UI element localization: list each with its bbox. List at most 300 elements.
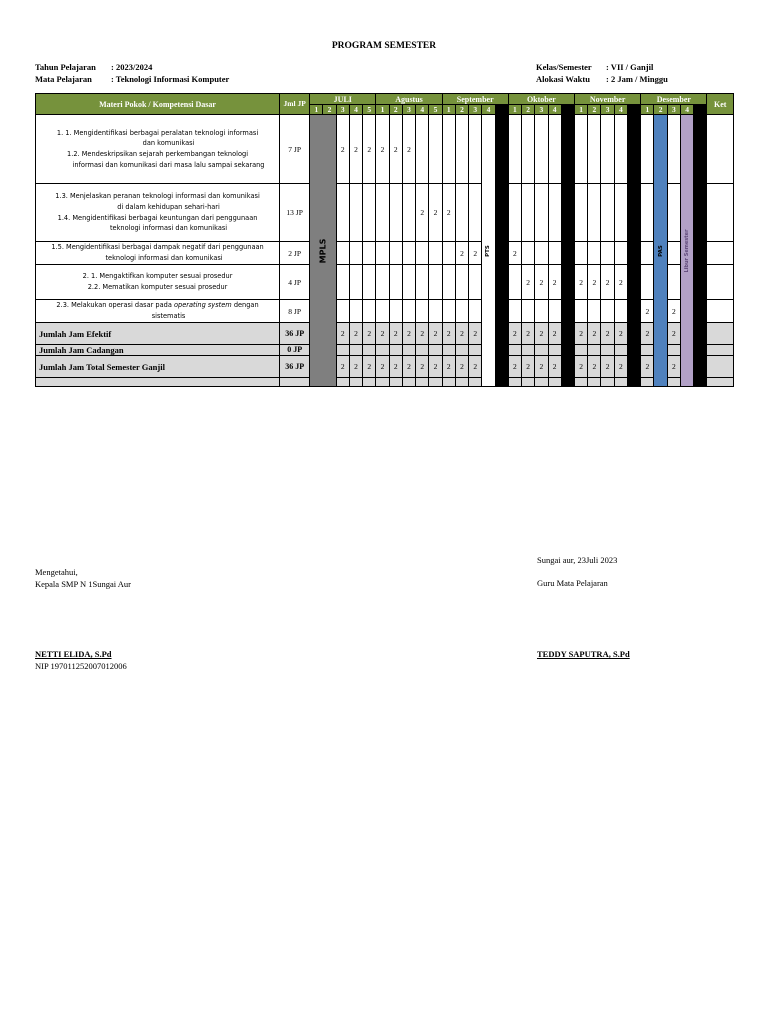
week-cell-j5 (363, 300, 376, 323)
header-week-s2: 2 (455, 105, 468, 115)
materi-cell (36, 184, 280, 242)
summary-week-cell-s3: 2 (469, 356, 482, 378)
week-cell-a3: 2 (402, 115, 415, 184)
summary-week-cell-a4: 2 (416, 356, 429, 378)
week-cell-o2 (522, 115, 535, 184)
week-cell-a1: 2 (376, 115, 389, 184)
week-cell-a4 (416, 265, 429, 300)
week-cell-d1: 2 (641, 300, 654, 323)
summary-week-cell-a2: 2 (389, 356, 402, 378)
week-cell-a1 (376, 265, 389, 300)
week-cell-o2 (522, 184, 535, 242)
week-cell-n3 (601, 300, 614, 323)
summary-week-cell-d3: 2 (667, 323, 680, 345)
week-cell-n4: 2 (614, 265, 627, 300)
week-cell-n3: 2 (601, 265, 614, 300)
week-cell-n3 (601, 242, 614, 265)
summary-week-cell-s3 (469, 345, 482, 356)
summary-week-cell-s1: 2 (442, 323, 455, 345)
page-title: PROGRAM SEMESTER (331, 41, 437, 51)
header-month-juli: JULI (310, 94, 376, 105)
summary-week-cell-d3 (667, 345, 680, 356)
header-week-a5: 5 (429, 105, 442, 115)
week-cell-n1 (575, 300, 588, 323)
empty-cell (349, 378, 362, 387)
week-cell-o1 (508, 184, 521, 242)
week-cell-s2 (455, 184, 468, 242)
week-cell-o4: 2 (548, 265, 561, 300)
week-cell-j5 (363, 184, 376, 242)
header-week-j4: 4 (349, 105, 362, 115)
jp-cell: 8 JP (280, 300, 310, 323)
empty-cell (429, 378, 442, 387)
mpls-label: MPLS (318, 238, 328, 263)
week-cell-a2: 2 (389, 115, 402, 184)
empty-cell (389, 378, 402, 387)
week-cell-n1: 2 (575, 265, 588, 300)
week-cell-o2 (522, 300, 535, 323)
meta-right (536, 61, 668, 85)
materi-line (36, 300, 279, 311)
week-cell-n2 (588, 184, 601, 242)
summary-week-cell-a3: 2 (402, 356, 415, 378)
header-week-s1: 1 (442, 105, 455, 115)
right-signatory-title: Guru Mata Pelajaran (537, 578, 608, 588)
week-cell-j4 (349, 300, 362, 323)
header-month-oktober: Oktober (508, 94, 574, 105)
summary-week-cell-n2: 2 (588, 323, 601, 345)
kepala-sekolah-text: Kepala SMP N 1Sungai Aur (35, 579, 132, 589)
week-cell-a2 (389, 184, 402, 242)
summary-week-cell-a1: 2 (376, 356, 389, 378)
header-week-o1: 1 (508, 105, 521, 115)
header-week-n1: 1 (575, 105, 588, 115)
week-cell-a4 (416, 115, 429, 184)
summary-week-cell-o1: 2 (508, 356, 521, 378)
break-column (627, 115, 640, 387)
empty-cell (522, 378, 535, 387)
week-cell-o4 (548, 300, 561, 323)
week-cell-n4 (614, 115, 627, 184)
header-week-j1: 1 (310, 105, 323, 115)
summary-week-cell-o1: 2 (508, 323, 521, 345)
materi-text-italic: operating system (173, 301, 232, 310)
week-cell-o3 (535, 242, 548, 265)
summary-week-cell-o2 (522, 345, 535, 356)
alokasi-label: Alokasi Waktu (536, 74, 590, 84)
summary-week-cell-o3: 2 (535, 323, 548, 345)
materi-line: 1.5. Mengidentifikasi berbagai dampak negatif dari penggunaan (51, 243, 264, 252)
summary-jp: 0 JP (280, 345, 310, 356)
empty-cell (508, 378, 521, 387)
summary-week-cell-j4: 2 (349, 356, 362, 378)
week-cell-o2: 2 (522, 265, 535, 300)
week-cell-o1: 2 (508, 242, 521, 265)
week-cell-s1 (442, 300, 455, 323)
week-cell-n2 (588, 300, 601, 323)
summary-week-cell-j5: 2 (363, 323, 376, 345)
ket-cell (707, 323, 734, 345)
week-cell-s2 (455, 300, 468, 323)
week-cell-n4 (614, 242, 627, 265)
week-cell-d3: 2 (667, 300, 680, 323)
materi-line: 2.2. Mematikan komputer sesuai prosedur (87, 283, 228, 291)
header-week-j5: 5 (363, 105, 376, 115)
week-cell-s2: 2 (455, 242, 468, 265)
week-cell-j3 (336, 242, 349, 265)
materi-line: sistematis (151, 312, 186, 320)
materi-cell (36, 300, 280, 323)
summary-week-cell-n4 (614, 345, 627, 356)
header-week-d4: 4 (680, 105, 693, 115)
summary-jp: 36 JP (280, 356, 310, 378)
header-week-o3: 3 (535, 105, 548, 115)
week-cell-n2 (588, 115, 601, 184)
empty-cell (36, 378, 280, 387)
header-week-a4: 4 (416, 105, 429, 115)
week-cell-d1 (641, 184, 654, 242)
week-cell-o1 (508, 300, 521, 323)
week-cell-a5 (429, 115, 442, 184)
kelas-value: : VII / Ganjil (606, 62, 654, 72)
week-cell-a4 (416, 300, 429, 323)
week-cell-s2 (455, 265, 468, 300)
header-week-s3: 3 (469, 105, 482, 115)
summary-week-cell-o3 (535, 345, 548, 356)
materi-line: 1.3. Menjelaskan peranan teknologi informasi dan komunikasi (55, 192, 260, 201)
right-signatory (537, 648, 630, 660)
header-week-n5 (627, 105, 640, 115)
summary-week-cell-j3: 2 (336, 323, 349, 345)
week-cell-j4 (349, 265, 362, 300)
empty-cell (363, 378, 376, 387)
summary-week-cell-d1: 2 (641, 323, 654, 345)
alokasi-value: : 2 Jam / Minggu (606, 74, 668, 84)
materi-line: 1.4. Mengidentifikasi berbagai keuntungan dari penggunaan (57, 213, 258, 222)
summary-week-cell-n1: 2 (575, 323, 588, 345)
jp-cell: 7 JP (280, 115, 310, 184)
pas-column (654, 115, 667, 387)
summary-label: Jumlah Jam Cadangan (36, 345, 280, 356)
header-week-d1: 1 (641, 105, 654, 115)
materi-line: 1.2. Mendeskripsikan sejarah perkembangan teknologi (67, 150, 249, 158)
empty-cell (469, 378, 482, 387)
empty-cell (535, 378, 548, 387)
tahun-label: Tahun Pelajaran (35, 62, 96, 72)
jp-cell: 4 JP (280, 265, 310, 300)
summary-week-cell-a5 (429, 345, 442, 356)
summary-week-cell-s1: 2 (442, 356, 455, 378)
mapel-label: Mata Pelajaran (35, 74, 92, 84)
summary-week-cell-d1 (641, 345, 654, 356)
summary-week-cell-s2 (455, 345, 468, 356)
header-week-a2: 2 (389, 105, 402, 115)
header-jml-text: Jml JP (283, 99, 306, 108)
header-month-november: November (575, 94, 641, 105)
header-week-o2: 2 (522, 105, 535, 115)
week-cell-n3 (601, 115, 614, 184)
pts-column (482, 115, 495, 387)
empty-cell (442, 378, 455, 387)
week-cell-o4 (548, 184, 561, 242)
empty-cell (641, 378, 654, 387)
materi-line: informasi dan komunikasi dari masa lalu sampai sekarang (72, 160, 265, 169)
left-signatory-title (35, 566, 131, 590)
week-cell-j5 (363, 242, 376, 265)
header-week-n2: 2 (588, 105, 601, 115)
week-cell-d3 (667, 184, 680, 242)
week-cell-n4 (614, 184, 627, 242)
empty-cell (548, 378, 561, 387)
materi-line: teknologi informasi dan komunikasi (109, 224, 228, 233)
week-cell-d1 (641, 265, 654, 300)
meta-left (35, 61, 229, 85)
summary-week-cell-j5 (363, 345, 376, 356)
week-cell-s3: 2 (469, 242, 482, 265)
ket-cell (707, 115, 734, 184)
header-ket: Ket (707, 94, 734, 115)
summary-week-cell-o4: 2 (548, 356, 561, 378)
summary-week-cell-n2 (588, 345, 601, 356)
week-cell-j3 (336, 184, 349, 242)
empty-cell (614, 378, 627, 387)
week-cell-d3 (667, 242, 680, 265)
summary-week-cell-a2: 2 (389, 323, 402, 345)
week-cell-d1 (641, 242, 654, 265)
week-cell-o2 (522, 242, 535, 265)
summary-label: Jumlah Jam Total Semester Ganjil (36, 356, 280, 378)
summary-week-cell-n1 (575, 345, 588, 356)
week-cell-j5: 2 (363, 115, 376, 184)
summary-week-cell-j4 (349, 345, 362, 356)
header-week-n3: 3 (601, 105, 614, 115)
week-cell-a5 (429, 265, 442, 300)
week-cell-a2 (389, 265, 402, 300)
libur-semester-column (680, 115, 693, 387)
week-cell-n1 (575, 242, 588, 265)
materi-line: dan komunikasi (142, 139, 195, 148)
materi-cell (36, 115, 280, 184)
week-cell-o4 (548, 115, 561, 184)
empty-cell (707, 378, 734, 387)
week-cell-a5 (429, 300, 442, 323)
week-cell-a4: 2 (416, 184, 429, 242)
summary-week-cell-a1: 2 (376, 323, 389, 345)
week-cell-o3: 2 (535, 265, 548, 300)
summary-week-cell-a3 (402, 345, 415, 356)
summary-week-cell-n4: 2 (614, 356, 627, 378)
table-row (36, 115, 734, 184)
empty-cell (280, 378, 310, 387)
header-month-agustus: Agustus (376, 94, 442, 105)
header-materi: Materi Pokok / Kompetensi Dasar (36, 94, 280, 115)
ket-cell (707, 184, 734, 242)
materi-line: di dalam kehidupan sehari-hari (117, 202, 220, 211)
summary-week-cell-j3 (336, 345, 349, 356)
place-date: Sungai aur, 23Juli 2023 (537, 555, 618, 565)
right-signatory-name: TEDDY SAPUTRA, S.Pd (537, 649, 630, 659)
week-cell-j5 (363, 265, 376, 300)
summary-week-cell-a5: 2 (429, 356, 442, 378)
summary-week-cell-o2: 2 (522, 356, 535, 378)
header-week-s4: 4 (482, 105, 495, 115)
break-column (561, 115, 574, 387)
summary-week-cell-j5: 2 (363, 356, 376, 378)
week-cell-s3 (469, 184, 482, 242)
summary-week-cell-a4 (416, 345, 429, 356)
summary-week-cell-n2: 2 (588, 356, 601, 378)
left-signatory-nip: NIP 197011252007012006 (35, 661, 127, 671)
summary-week-cell-a5: 2 (429, 323, 442, 345)
week-cell-o3 (535, 184, 548, 242)
week-cell-j4 (349, 184, 362, 242)
break-column (495, 115, 508, 387)
summary-week-cell-o2: 2 (522, 323, 535, 345)
week-cell-a2 (389, 242, 402, 265)
week-cell-n2 (588, 242, 601, 265)
header-week-d3: 3 (667, 105, 680, 115)
header-month-september: September (442, 94, 508, 105)
week-cell-d1 (641, 115, 654, 184)
week-cell-d3 (667, 265, 680, 300)
pas-label: PAS (657, 244, 664, 257)
header-week-o5 (561, 105, 574, 115)
header-week-n4: 4 (614, 105, 627, 115)
materi-line: teknologi informasi dan komunikasi (105, 254, 223, 262)
week-cell-s3 (469, 265, 482, 300)
header-week-d2: 2 (654, 105, 667, 115)
week-cell-s3 (469, 300, 482, 323)
week-cell-n2: 2 (588, 265, 601, 300)
header-jml (280, 94, 310, 115)
summary-week-cell-j4: 2 (349, 323, 362, 345)
summary-week-cell-s1 (442, 345, 455, 356)
mengetahui-text: Mengetahui, (35, 567, 78, 577)
empty-cell (376, 378, 389, 387)
week-cell-j3: 2 (336, 115, 349, 184)
week-cell-a5: 2 (429, 184, 442, 242)
libur-semester-label: Libur Semester (684, 228, 691, 273)
week-cell-a3 (402, 184, 415, 242)
summary-week-cell-n4: 2 (614, 323, 627, 345)
week-cell-j4 (349, 242, 362, 265)
left-signatory (35, 648, 127, 672)
materi-text: dengan (231, 301, 259, 310)
week-cell-s1: 2 (442, 184, 455, 242)
summary-week-cell-a1 (376, 345, 389, 356)
week-cell-s1 (442, 265, 455, 300)
summary-week-cell-n3: 2 (601, 323, 614, 345)
week-cell-a1 (376, 242, 389, 265)
summary-week-cell-j3: 2 (336, 356, 349, 378)
summary-week-cell-d1: 2 (641, 356, 654, 378)
empty-cell (336, 378, 349, 387)
week-cell-a3 (402, 300, 415, 323)
header-week-d5 (694, 105, 707, 115)
summary-week-cell-n3: 2 (601, 356, 614, 378)
week-cell-a5 (429, 242, 442, 265)
empty-cell (575, 378, 588, 387)
week-cell-a1 (376, 300, 389, 323)
summary-week-cell-o4 (548, 345, 561, 356)
header-week-j2: 2 (323, 105, 336, 115)
week-cell-o4 (548, 242, 561, 265)
jp-cell: 2 JP (280, 242, 310, 265)
summary-week-cell-a2 (389, 345, 402, 356)
week-cell-a4 (416, 242, 429, 265)
week-cell-o1 (508, 265, 521, 300)
summary-jp: 36 JP (280, 323, 310, 345)
week-cell-o3 (535, 300, 548, 323)
ket-cell (707, 242, 734, 265)
empty-cell (416, 378, 429, 387)
summary-week-cell-o4: 2 (548, 323, 561, 345)
ket-cell (707, 345, 734, 356)
week-cell-j4: 2 (349, 115, 362, 184)
week-cell-s1 (442, 242, 455, 265)
header-week-j3: 3 (336, 105, 349, 115)
materi-cell (36, 242, 280, 265)
empty-cell (601, 378, 614, 387)
week-cell-n4 (614, 300, 627, 323)
materi-line: 2. 1. Mengaktifkan komputer sesuai prosedur (82, 272, 233, 281)
summary-week-cell-a4: 2 (416, 323, 429, 345)
week-cell-s2 (455, 115, 468, 184)
week-cell-o1 (508, 115, 521, 184)
week-cell-d3 (667, 115, 680, 184)
empty-cell (402, 378, 415, 387)
summary-week-cell-n3 (601, 345, 614, 356)
week-cell-n1 (575, 115, 588, 184)
week-cell-a3 (402, 265, 415, 300)
summary-week-cell-o1 (508, 345, 521, 356)
left-signatory-name: NETTI ELIDA, S.Pd (35, 649, 112, 659)
header-week-o4: 4 (548, 105, 561, 115)
ket-cell (707, 265, 734, 300)
header-week-a1: 1 (376, 105, 389, 115)
summary-week-cell-d3: 2 (667, 356, 680, 378)
ket-cell (707, 300, 734, 323)
summary-week-cell-s2: 2 (455, 356, 468, 378)
summary-week-cell-s3: 2 (469, 323, 482, 345)
header-week-s5 (495, 105, 508, 115)
week-cell-a3 (402, 242, 415, 265)
materi-cell (36, 265, 280, 300)
program-semester-table (35, 93, 734, 387)
week-cell-j3 (336, 265, 349, 300)
week-cell-o3 (535, 115, 548, 184)
week-cell-n1 (575, 184, 588, 242)
header-month-desember: Desember (641, 94, 707, 105)
week-cell-s3 (469, 115, 482, 184)
summary-week-cell-s2: 2 (455, 323, 468, 345)
summary-week-cell-o3: 2 (535, 356, 548, 378)
materi-text: 2.3. Melakukan operasi dasar pada (56, 301, 174, 310)
break-column (694, 115, 707, 387)
tahun-value: : 2023/2024 (111, 62, 153, 72)
summary-label: Jumlah Jam Efektif (36, 323, 280, 345)
kelas-label: Kelas/Semester (536, 62, 592, 72)
pts-label: PTS (485, 244, 492, 257)
week-cell-n3 (601, 184, 614, 242)
jp-cell: 13 JP (280, 184, 310, 242)
week-cell-s1 (442, 115, 455, 184)
ket-cell (707, 356, 734, 378)
empty-cell (588, 378, 601, 387)
week-cell-a1 (376, 184, 389, 242)
materi-line: 1. 1. Mengidentifikasi berbagai peralatan teknologi informasi (56, 128, 259, 137)
mapel-value: : Teknologi Informasi Komputer (111, 74, 230, 84)
